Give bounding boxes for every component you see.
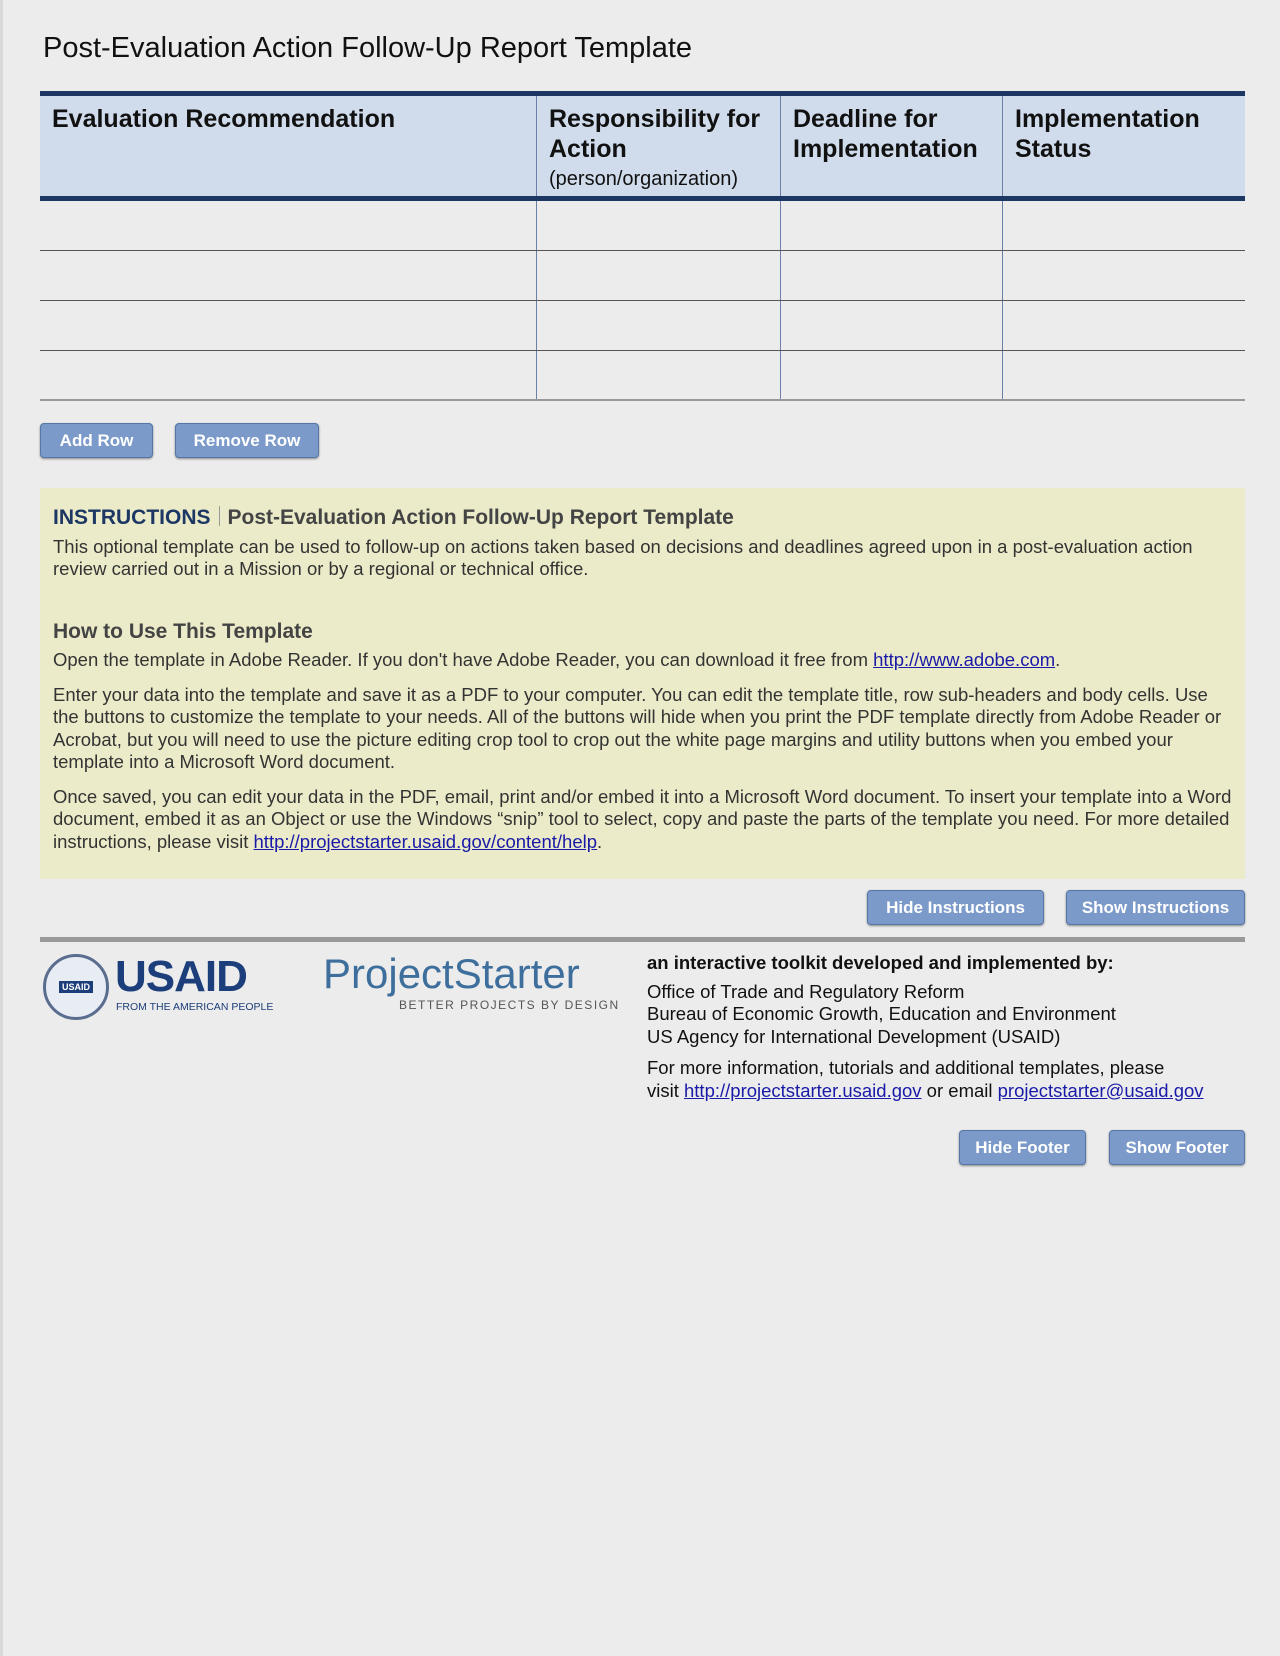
usaid-seal-icon	[43, 954, 109, 1020]
cell-input[interactable]	[781, 251, 1003, 300]
cell-input[interactable]	[40, 251, 537, 300]
header-evaluation-recommendation	[40, 96, 537, 196]
cell-input[interactable]	[537, 201, 781, 250]
cell-input[interactable]	[781, 201, 1003, 250]
text: visit	[647, 1079, 684, 1101]
instructions-heading	[53, 506, 1232, 530]
show-footer-button[interactable]: Show Footer	[1109, 1130, 1245, 1165]
more-info: For more information, tutorials and additional templates, please	[647, 1057, 1165, 1078]
hide-instructions-button[interactable]: Hide Instructions	[867, 890, 1044, 925]
more-info-links	[647, 1080, 1204, 1103]
instructions-intro: This optional template can be used to follow-up on actions taken based on decisions and deadlines agreed upon in a post-evaluation action review carried out in a Mission or by a regional or technical office.	[53, 535, 1193, 579]
page-title: Post-Evaluation Action Follow-Up Report Template	[43, 32, 693, 64]
add-row-button[interactable]: Add Row	[40, 423, 153, 458]
header-label: Responsibility for Action	[549, 105, 761, 163]
org-line: Bureau of Economic Growth, Education and Environment	[647, 1003, 1116, 1024]
cell-input[interactable]	[537, 251, 781, 300]
text: Once saved, you can edit your data in the PDF, email, print and/or embed it into a Microsoft Word document. To insert your template into a Word document, embed it as an Object or use the Windows “snip” tool to select, copy and paste the parts of the template you need. For more detailed instructions, please visit	[53, 785, 1232, 852]
projectstarter-tagline: BETTER PROJECTS BY DESIGN	[399, 998, 620, 1012]
text: or email	[921, 1079, 998, 1101]
instructions-label: INSTRUCTIONS	[53, 506, 211, 529]
table-row	[40, 301, 1245, 351]
footer-credits	[647, 952, 1204, 1102]
instructions-panel	[40, 488, 1245, 879]
text: Open the template in Adobe Reader. If you don't have Adobe Reader, you can download it free from	[53, 649, 874, 670]
cell-input[interactable]	[40, 351, 537, 399]
text: .	[597, 830, 603, 852]
table-header	[40, 96, 1245, 201]
instructions-p3	[53, 786, 1232, 854]
cell-input[interactable]	[537, 351, 781, 399]
footer-divider	[40, 937, 1245, 942]
header-label: Evaluation Recommendation	[52, 105, 396, 133]
cell-input[interactable]	[1003, 351, 1245, 399]
table-row	[40, 201, 1245, 251]
cell-input[interactable]	[781, 301, 1003, 350]
cell-input[interactable]	[40, 301, 537, 350]
show-instructions-button[interactable]: Show Instructions	[1066, 890, 1245, 925]
instructions-p2: Enter your data into the template and save it as a PDF to your computer. You can edit the template title, row sub-headers and body cells. Use the buttons to customize the template to your needs. All of the buttons will hide when you print the PDF template directly from Adobe Reader or Acrobat, but you will need to use the picture editing crop tool to crop out the white page margins and utility buttons when you embed your template into a Microsoft Word document.	[53, 683, 1222, 772]
usaid-wordmark: USAID	[115, 952, 247, 1001]
adobe-link[interactable]: http://www.adobe.com	[873, 649, 1056, 670]
text: .	[1055, 649, 1061, 670]
cell-input[interactable]	[1003, 301, 1245, 350]
header-status	[1003, 96, 1245, 196]
header-label: Implementation Status	[1015, 105, 1200, 163]
cell-input[interactable]	[1003, 251, 1245, 300]
usaid-logo	[115, 952, 247, 1001]
remove-row-button[interactable]: Remove Row	[175, 423, 319, 458]
cell-input[interactable]	[781, 351, 1003, 399]
header-deadline	[781, 96, 1003, 196]
help-link[interactable]: http://projectstarter.usaid.gov/content/help	[253, 830, 598, 852]
cell-input[interactable]	[537, 301, 781, 350]
header-sublabel: (person/organization)	[549, 168, 738, 190]
email-link[interactable]: projectstarter@usaid.gov	[997, 1079, 1204, 1101]
org-line: US Agency for International Development (USAID)	[647, 1025, 1061, 1047]
divider	[219, 506, 220, 526]
header-responsibility	[537, 96, 781, 196]
cell-input[interactable]	[1003, 201, 1245, 250]
hide-footer-button[interactable]: Hide Footer	[959, 1130, 1086, 1165]
instructions-title: Post-Evaluation Action Follow-Up Report Template	[227, 506, 734, 529]
follow-up-table	[40, 91, 1245, 401]
projectstarter-link[interactable]: http://projectstarter.usaid.gov	[684, 1079, 922, 1101]
table-row	[40, 351, 1245, 401]
developed-by: an interactive toolkit developed and implemented by:	[647, 952, 1114, 973]
projectstarter-logo: ProjectStarter	[323, 950, 580, 997]
header-label: Deadline for Implementation	[793, 105, 978, 163]
table-row	[40, 251, 1245, 301]
org-line: Office of Trade and Regulatory Reform	[647, 980, 965, 1002]
how-to-heading: How to Use This Template	[53, 619, 313, 643]
usaid-tagline: FROM THE AMERICAN PEOPLE	[116, 1001, 274, 1013]
cell-input[interactable]	[40, 201, 537, 250]
instructions-p1	[53, 649, 1232, 672]
seal-text: USAID	[59, 981, 93, 993]
